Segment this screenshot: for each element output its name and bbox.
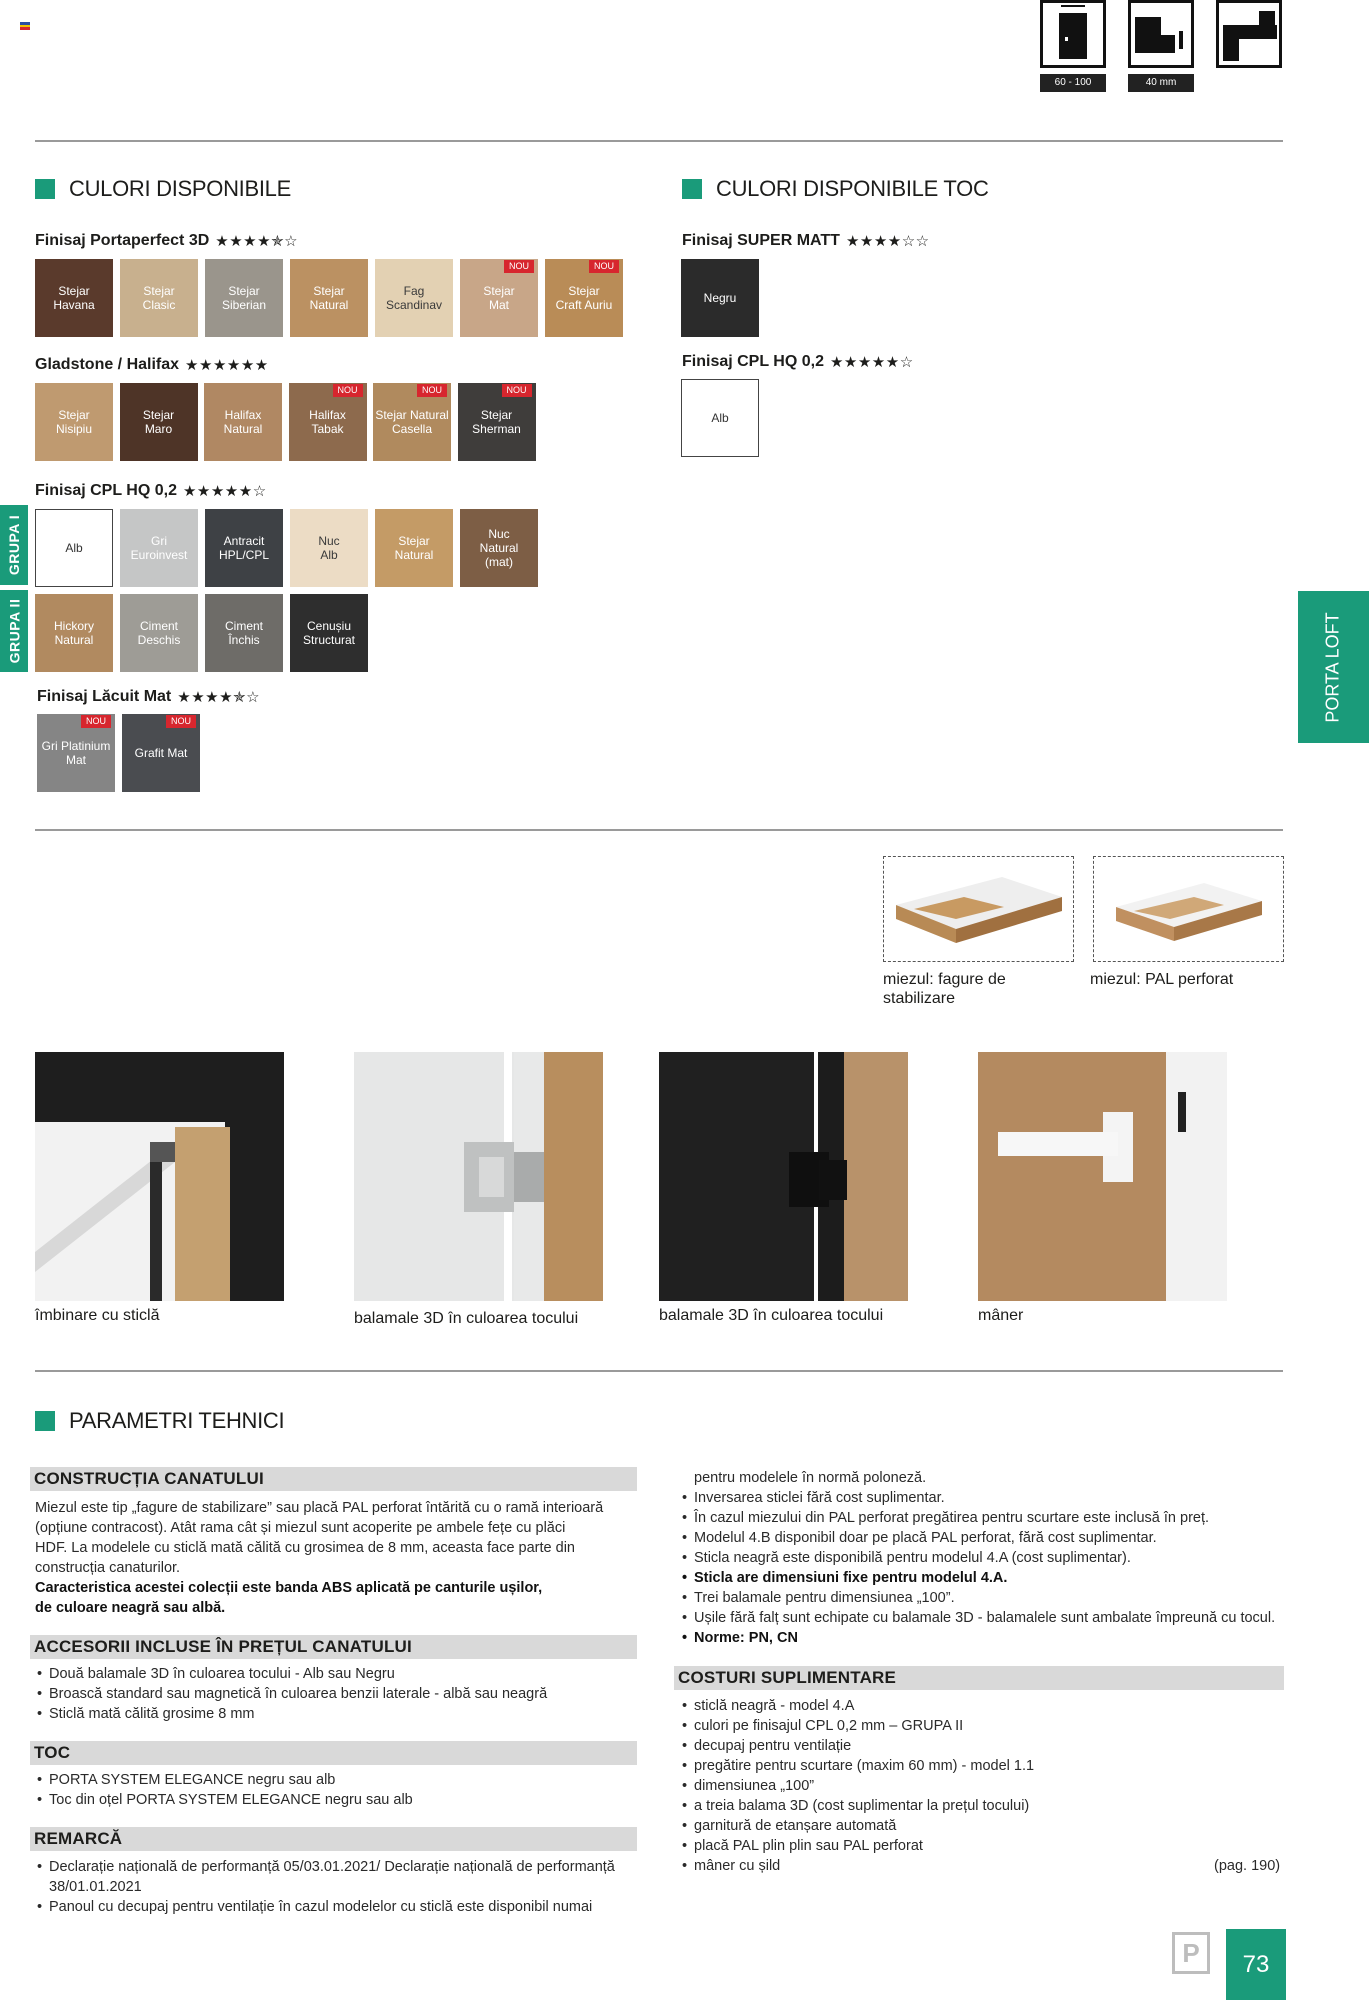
swatch-label: Nuc xyxy=(488,527,510,541)
new-badge: NOU xyxy=(166,715,196,728)
accessories-list: • Două balamale 3D în culoarea tocului - Alb sau Negru • Broască standard sau magnetică în culoarea benzii laterale - albă sau neagră • Sticlă mată călită grosime 8 mm xyxy=(35,1664,645,1724)
divider xyxy=(35,829,1283,831)
cpl-title: Finisaj CPL HQ 0,2 ★★★★★☆ xyxy=(35,482,267,500)
swatch-label: Natural xyxy=(394,548,434,562)
swatch-label: Stejar xyxy=(480,408,513,422)
door-width-icon xyxy=(1040,0,1106,68)
swatch-label: Natural xyxy=(54,633,94,647)
toc-cpl-title: Finisaj CPL HQ 0,2 ★★★★★☆ xyxy=(682,353,914,371)
color-swatch xyxy=(375,259,453,337)
remark-list: • Declarație națională de performanță 05/03.01.2021/ Declarație națională de performanță 38/01.01.2021 • Panoul cu decupaj pentru ventilație în cazul modelelor cu sticlă este disponibil numai xyxy=(35,1857,645,1917)
swatch-label: Cenușiu xyxy=(306,619,352,633)
handle-photo xyxy=(978,1052,1227,1301)
core-pal-image xyxy=(1093,856,1284,962)
color-swatch xyxy=(290,509,368,587)
swatch-label: Structurat xyxy=(302,633,356,647)
color-swatch xyxy=(120,383,198,461)
swatch-label: Deschis xyxy=(137,633,181,647)
swatch-label: Mat xyxy=(65,753,86,767)
construction-heading: CONSTRUCȚIA CANATULUI xyxy=(30,1467,637,1491)
new-badge: NOU xyxy=(417,384,447,397)
group2-tab: GRUPA II xyxy=(0,590,28,672)
swatch-label: Casella xyxy=(391,422,433,436)
lacuit-title: Finisaj Lăcuit Mat ★★★★✯☆ xyxy=(37,688,261,706)
swatch-label: Alb xyxy=(65,541,83,555)
swatch-label: Halifax xyxy=(309,408,346,422)
swatch-label: Natural xyxy=(309,298,349,312)
swatch-label: Închis xyxy=(228,633,260,647)
swatch-label: Hickory xyxy=(53,619,94,633)
swatch-label: Mat xyxy=(488,298,509,312)
hinge-light-photo xyxy=(354,1052,603,1301)
new-badge: NOU xyxy=(504,260,534,273)
swatch-label: Ciment xyxy=(224,619,263,633)
new-badge: NOU xyxy=(589,260,619,273)
color-swatch xyxy=(35,594,113,672)
toc-colors-heading: CULORI DISPONIBILE TOC xyxy=(682,176,989,202)
color-swatch xyxy=(35,509,113,587)
door-thickness-label: 40 mm xyxy=(1128,74,1194,92)
divider xyxy=(35,1370,1283,1372)
swatch-label: Sherman xyxy=(472,422,521,436)
swatch-alb-toc: Alb xyxy=(681,379,759,457)
porta-loft-tab: PORTA LOFT xyxy=(1298,591,1369,743)
glass-joint-photo xyxy=(35,1052,284,1301)
handle-caption: mâner xyxy=(978,1307,1024,1324)
swatch-label: HPL/CPL xyxy=(218,548,270,562)
swatch-label: Maro xyxy=(144,422,173,436)
flag-icon xyxy=(20,22,30,30)
super-matt-title: Finisaj SUPER MATT ★★★★☆☆ xyxy=(682,232,930,250)
toc-list: • PORTA SYSTEM ELEGANCE negru sau alb • Toc din oțel PORTA SYSTEM ELEGANCE negru sau alb xyxy=(35,1770,645,1810)
swatch-label: Stejar xyxy=(483,284,515,298)
swatch-label: Nisipiu xyxy=(55,422,92,436)
swatch-label: Fag xyxy=(403,284,425,298)
new-badge: NOU xyxy=(333,384,363,397)
color-swatch xyxy=(120,259,198,337)
color-swatch xyxy=(35,259,113,337)
hinge-dark-photo xyxy=(659,1052,908,1301)
color-swatch xyxy=(290,259,368,337)
swatch-label: Natural xyxy=(479,541,519,555)
hinge-dark-caption: balamale 3D în culoarea tocului xyxy=(659,1307,884,1324)
color-swatch xyxy=(120,509,198,587)
color-swatch xyxy=(545,259,623,337)
color-swatch xyxy=(122,714,200,792)
swatch-label: Grafit Mat xyxy=(134,746,188,760)
tech-heading: PARAMETRI TEHNICI xyxy=(35,1408,284,1434)
swatch-label: Stejar xyxy=(143,284,175,298)
color-swatch xyxy=(205,259,283,337)
porta-logo: P xyxy=(1172,1932,1210,1974)
colors-heading: CULORI DISPONIBILE xyxy=(35,176,291,202)
swatch-label: Ciment xyxy=(139,619,178,633)
color-swatch xyxy=(289,383,367,461)
toc-heading: TOC xyxy=(30,1741,637,1765)
color-swatch xyxy=(120,594,198,672)
color-swatch xyxy=(290,594,368,672)
swatch-label: Stejar xyxy=(313,284,345,298)
swatch-label: Scandinav xyxy=(385,298,443,312)
swatch-label: Stejar Natural xyxy=(375,408,449,422)
core-honeycomb-caption: miezul: fagure de stabilizare xyxy=(883,971,1006,1007)
swatch-label: Clasic xyxy=(142,298,176,312)
swatch-label: Craft Auriu xyxy=(555,298,613,312)
swatch-label: Halifax xyxy=(224,408,262,422)
color-swatch xyxy=(460,509,538,587)
swatch-label: Tabak xyxy=(311,422,344,436)
divider xyxy=(35,140,1283,142)
new-badge: NOU xyxy=(81,715,111,728)
swatch-label: (mat) xyxy=(485,555,513,569)
right-notes: pentru modelele în normă poloneză. • Inversarea sticlei fără cost suplimentar. • În cazul miezului din PAL perforat pregătirea pentru scurtare este inclusă în preț. • Modelul 4.B disponibil doar pe placă PAL perforat, fără cost suplimentar. • Sticla neagră este disponibilă pentru modelul 4.A (cost suplimentar). • Sticla are dimensiuni fixe pentru modelul 4.A. • Trei balamale pentru dimensiunea „100”. • Ușile fără falț sunt echipate cu balamale 3D - balamalele sunt ambalate împreună cu tocul. • Norme: PN, CN xyxy=(680,1468,1290,1648)
page-reference: (pag. 190) xyxy=(1214,1858,1281,1874)
accessories-heading: ACCESORII INCLUSE ÎN PREȚUL CANATULUI xyxy=(30,1635,637,1659)
gladstone-title: Gladstone / Halifax ★★★★★★ xyxy=(35,356,269,374)
door-width-label: 60 - 100 xyxy=(1040,74,1106,92)
frame-profile-icon xyxy=(1216,0,1282,68)
swatch-label: Stejar xyxy=(58,408,90,422)
swatch-label: Alb xyxy=(320,548,338,562)
swatch-label: Stejar xyxy=(142,408,175,422)
core-honeycomb-image xyxy=(883,856,1074,962)
swatch-label: Stejar xyxy=(58,284,90,298)
glass-joint-caption: îmbinare cu sticlă xyxy=(35,1307,160,1324)
color-swatch xyxy=(460,259,538,337)
swatch-label: Stejar xyxy=(568,284,600,298)
core-pal-caption: miezul: PAL perforat xyxy=(1090,971,1234,988)
swatch-label: Stejar xyxy=(398,534,430,548)
group1-tab: GRUPA I xyxy=(0,505,28,585)
color-swatch xyxy=(205,509,283,587)
page-number: 73 xyxy=(1226,1929,1286,2000)
color-swatch xyxy=(458,383,536,461)
swatch-label: Stejar xyxy=(228,284,260,298)
color-swatch xyxy=(204,383,282,461)
costs-heading: COSTURI SUPLIMENTARE xyxy=(674,1666,1284,1690)
swatch-label: Gri xyxy=(150,534,167,548)
swatch-label: Antracit xyxy=(223,534,265,548)
swatch-label: Havana xyxy=(53,298,95,312)
swatch-label: Nuc xyxy=(318,534,340,548)
new-badge: NOU xyxy=(502,384,532,397)
color-swatch xyxy=(37,714,115,792)
swatch-negru: Negru xyxy=(681,259,759,337)
swatch-label: Euroinvest xyxy=(130,548,188,562)
swatch-label: Gri Platinium xyxy=(41,739,111,753)
costs-list: • sticlă neagră - model 4.A • culori pe finisajul CPL 0,2 mm – GRUPA II • decupaj pentru ventilație • pregătire pentru scurtare (maxim 60 mm) - model 1.1 • dimensiunea „100” • a treia balama 3D (cost suplimentar la prețul tocului) • garnitură de etanșare automată • placă PAL plin plin sau PAL perforat • mâner cu șild xyxy=(680,1696,1290,1876)
door-thickness-icon xyxy=(1128,0,1194,68)
swatch-label: Natural xyxy=(223,422,263,436)
construction-text: Miezul este tip „fagure de stabilizare” sau placă PAL perforat întărită cu o ramă interioară (opțiune contracost). Atât rama cât și miezul sunt acoperite pe ambele fețe cu plăci HDF. La modelele cu sticlă mată călită cu grosimea de 8 mm, aceasta face parte din construcția canaturilor. Caracteristica acestei colecții este banda ABS aplicată pe canturile ușilor, de culoare neagră sau albă. xyxy=(35,1500,604,1616)
remark-heading: REMARCĂ xyxy=(30,1827,637,1851)
color-swatch xyxy=(205,594,283,672)
color-swatch xyxy=(375,509,453,587)
hinge-light-caption: balamale 3D în culoarea tocului xyxy=(354,1310,579,1327)
portaperfect-title: Finisaj Portaperfect 3D ★★★★✯☆ xyxy=(35,232,299,250)
color-swatch xyxy=(373,383,451,461)
color-swatch xyxy=(35,383,113,461)
swatch-label: Siberian xyxy=(221,298,267,312)
